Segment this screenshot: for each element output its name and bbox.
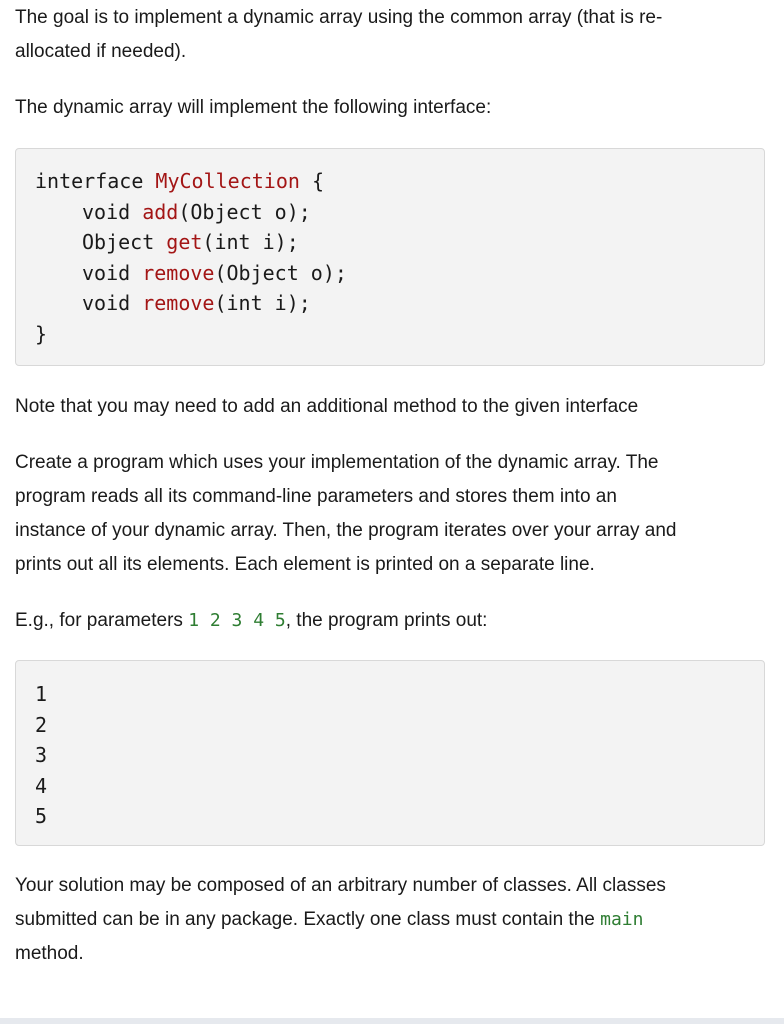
code-keyword: interface (35, 169, 156, 193)
create-line-1: Create a program which uses your implementation of the dynamic array. The (15, 452, 659, 473)
output-line: 5 (35, 804, 48, 828)
code-brace-open: { (299, 169, 325, 193)
code-return-type: void (82, 199, 143, 224)
create-line-3: instance of your dynamic array. Then, the program iterates over your array and (15, 520, 677, 541)
example-text (15, 604, 767, 638)
note-paragraph (15, 390, 767, 424)
example-text-before: E.g., for parameters (15, 610, 189, 631)
solution-paragraph (15, 869, 767, 971)
intro-paragraph (15, 1, 767, 69)
solution-line-3: method. (15, 943, 84, 964)
code-line-close: } (35, 321, 48, 346)
main-method-code: main (600, 909, 644, 930)
code-return-type: Object (82, 230, 167, 254)
code-line-method-get (35, 227, 764, 258)
output-line: 2 (35, 712, 48, 737)
output-code-block (15, 660, 765, 846)
intro-line-2: allocated if needed). (15, 41, 187, 62)
code-method-args: (int i); (202, 230, 299, 254)
note-text: Note that you may need to add an additional method to the given interface (15, 396, 639, 417)
create-line-2: program reads all its command-line parameters and stores them into an (15, 486, 617, 507)
code-return-type: void (82, 291, 143, 315)
solution-line-1: Your solution may be composed of an arbitrary number of classes. All classes (15, 875, 666, 896)
output-line: 4 (35, 773, 48, 798)
example-text-after: , the program prints out: (285, 610, 488, 631)
example-params-code: 1 2 3 4 5 (188, 610, 286, 631)
code-line-method-remove-int (35, 288, 764, 319)
intro-line-1: The goal is to implement a dynamic array using the common array (that is re- (15, 7, 663, 28)
output-line: 1 (35, 682, 48, 706)
solution-line-2-text: submitted can be in any package. Exactly one class must contain the (15, 909, 601, 930)
example-paragraph (15, 604, 767, 638)
interface-code-block (15, 148, 765, 366)
code-method-name: add (142, 199, 179, 224)
solution-line-2 (15, 903, 767, 937)
code-line-method-remove-object (35, 258, 764, 289)
create-line-4: prints out all its elements. Each element is printed on a separate line. (15, 554, 595, 575)
interface-intro-text: The dynamic array will implement the following interface: (15, 97, 492, 118)
code-method-name: remove (142, 260, 215, 285)
page-bottom-divider (0, 1018, 784, 1024)
code-method-args: (Object o); (178, 199, 311, 224)
code-method-args: (int i); (214, 291, 311, 315)
code-return-type: void (82, 260, 143, 285)
code-line-interface-open (35, 166, 764, 197)
code-method-args: (Object o); (214, 260, 347, 285)
output-line: 3 (35, 743, 48, 767)
code-method-name: get (166, 230, 203, 254)
code-method-name: remove (142, 291, 215, 315)
code-line-method-add (35, 197, 764, 228)
create-program-paragraph (15, 446, 767, 582)
interface-intro-paragraph (15, 91, 767, 125)
code-interface-name: MyCollection (155, 169, 300, 193)
